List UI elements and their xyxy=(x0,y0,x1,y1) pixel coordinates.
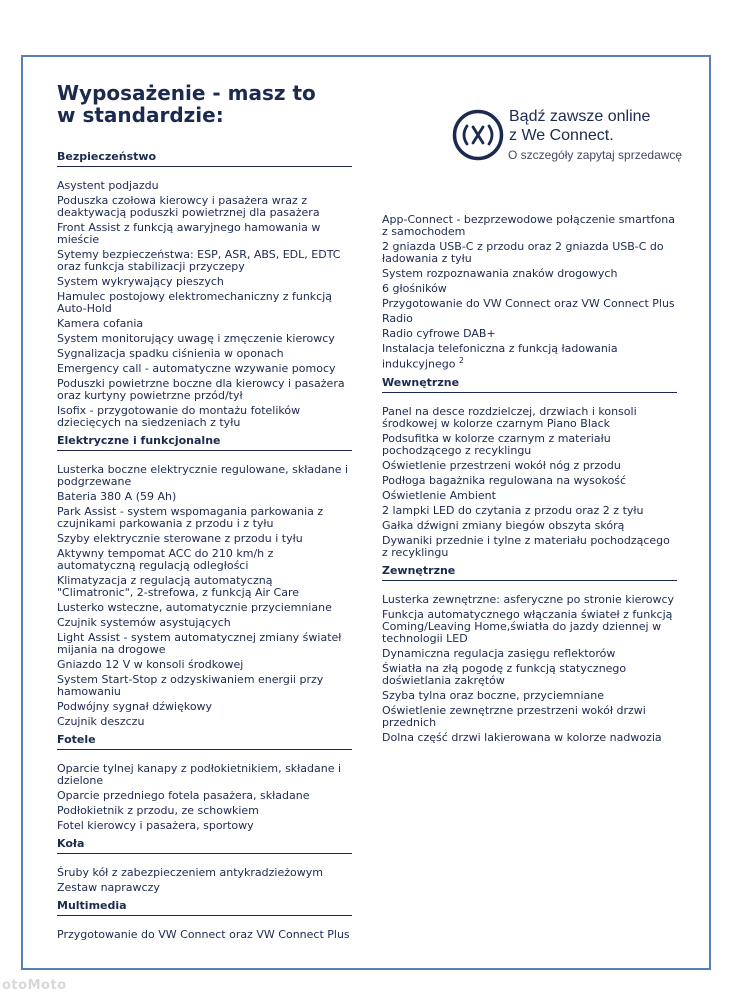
list-item: Dolna część drzwi lakierowana w kolorze nadwozia xyxy=(382,730,662,744)
page-title xyxy=(57,82,316,126)
list-item: Dywaniki przednie i tylne z materiału pochodzącego z recyklingu xyxy=(382,533,670,559)
list-item: Gałka dźwigni zmiany biegów obszyta skórą xyxy=(382,518,625,532)
list-item: Isofix - przygotowanie do montażu fotelików dziecięcych na siedzeniach z tyłu xyxy=(57,404,301,429)
list-item: Podsufitka w kolorze czarnym z materiału pochodzącego z recyklingu xyxy=(382,431,611,457)
section-list-multimedia xyxy=(57,929,352,941)
list-item: Światła na złą pogodę z funkcją statycznego doświetlania zakrętów xyxy=(382,661,627,687)
multimedia-continued-list xyxy=(382,214,677,371)
list-item: Lusterko wsteczne, automatycznie przyciemniane xyxy=(57,601,332,614)
page-title-line-2: w standardzie: xyxy=(57,103,224,127)
list-item: Klimatyzacja z regulacją automatyczną "Climatronic", 2-strefowa, z funkcją Air Care xyxy=(57,574,300,599)
list-item: Szyba tylna oraz boczne, przyciemniane xyxy=(382,688,604,702)
list-item: Asystent podjazdu xyxy=(57,179,159,192)
section-heading-kola: Koła xyxy=(57,837,352,854)
section-list-zewnetrzne xyxy=(382,594,677,744)
list-item: Sygnalizacja spadku ciśnienia w oponach xyxy=(57,347,284,360)
section-list-wewnetrzne xyxy=(382,406,677,559)
list-item: Funkcja automatycznego włączania świateł z funkcją Coming/Leaving Home,światła do jazdy dziennej w technologii LED xyxy=(382,607,673,645)
list-item: Radio xyxy=(382,312,413,325)
list-item: Panel na desce rozdzielczej, drzwiach i konsoli środkowej w kolorze czarnym Piano Black xyxy=(382,404,637,430)
watermark: otoMoto xyxy=(2,978,67,993)
section-list-kola xyxy=(57,867,352,894)
list-item: Podłokietnik z przodu, ze schowkiem xyxy=(57,804,259,817)
list-item-wireless-charging xyxy=(382,343,677,371)
section-heading-elektryczne-i-funkcjonalne: Elektryczne i funkcjonalne xyxy=(57,434,352,451)
list-item-text: Instalacja telefoniczna z funkcją ładowania indukcyjnego xyxy=(382,342,618,371)
list-item: 2 lampki LED do czytania z przodu oraz 2 z tyłu xyxy=(382,503,644,517)
list-item: Oświetlenie Ambient xyxy=(382,488,496,502)
list-item: Emergency call - automatyczne wzywanie pomocy xyxy=(57,362,336,375)
list-item: Lusterka zewnętrzne: asferyczne po stronie kierowcy xyxy=(382,592,674,606)
we-connect-icon xyxy=(452,109,504,161)
footnote-marker: 2 xyxy=(458,356,465,365)
promo-line-1: Bądź zawsze online xyxy=(509,108,651,125)
list-item: 6 głośników xyxy=(382,282,447,295)
list-item: Sytemy bezpieczeństwa: ESP, ASR, ABS, EDL, EDTC oraz funkcja stabilizacji przyczepy xyxy=(57,248,341,273)
left-column xyxy=(57,150,352,946)
list-item: Podłoga bagażnika regulowana na wysokość xyxy=(382,473,627,487)
promo-line-2: z We Connect. xyxy=(509,127,614,144)
list-item: Przygotowanie do VW Connect oraz VW Connect Plus xyxy=(57,928,350,941)
list-item: Light Assist - system automatycznej zmiany świateł mijania na drogowe xyxy=(57,631,342,656)
section-list-bezpieczenstwo xyxy=(57,180,352,429)
list-item: Oświetlenie przestrzeni wokół nóg z przodu xyxy=(382,458,621,472)
list-item: Lusterka boczne elektrycznie regulowane, składane i podgrzewane xyxy=(57,463,349,488)
list-item: Szyby elektrycznie sterowane z przodu i tyłu xyxy=(57,532,303,545)
list-item: Przygotowanie do VW Connect oraz VW Connect Plus xyxy=(382,297,675,310)
list-item: 2 gniazda USB-C z przodu oraz 2 gniazda USB-C do ładowania z tyłu xyxy=(382,240,664,265)
list-item: Hamulec postojowy elektromechaniczny z funkcją Auto-Hold xyxy=(57,290,332,315)
promo-line-3: O szczegóły zapytaj sprzedawcę xyxy=(508,148,683,162)
list-item: Poduszka czołowa kierowcy i pasażera wraz z deaktywacją poduszki powietrznej dla pasażera xyxy=(57,194,320,219)
we-connect-promo xyxy=(452,106,692,166)
list-item: System Start-Stop z odzyskiwaniem energii przy hamowaniu xyxy=(57,673,324,698)
section-list-fotele xyxy=(57,763,352,832)
list-item: System wykrywający pieszych xyxy=(57,275,224,288)
list-item: Fotel kierowcy i pasażera, sportowy xyxy=(57,819,254,832)
list-item: Park Assist - system wspomagania parkowania z czujnikami parkowania z przodu i z tyłu xyxy=(57,505,324,530)
list-item: Front Assist z funkcją awaryjnego hamowania w mieście xyxy=(57,221,321,246)
list-item: Bateria 380 A (59 Ah) xyxy=(57,490,177,503)
section-list-elektryczne-i-funkcjonalne xyxy=(57,464,352,728)
list-item: Czujnik deszczu xyxy=(57,715,145,728)
section-heading-zewnetrzne: Zewnętrzne xyxy=(382,564,677,581)
list-item: Radio cyfrowe DAB+ xyxy=(382,327,496,340)
list-item: System monitorujący uwagę i zmęczenie kierowcy xyxy=(57,332,335,345)
list-item: Kamera cofania xyxy=(57,317,144,330)
section-heading-bezpieczenstwo: Bezpieczeństwo xyxy=(57,150,352,167)
list-item: Śruby kół z zabezpieczeniem antykradzieżowym xyxy=(57,866,323,879)
section-heading-wewnetrzne: Wewnętrzne xyxy=(382,376,677,393)
section-heading-multimedia: Multimedia xyxy=(57,899,352,916)
list-item: Dynamiczna regulacja zasięgu reflektorów xyxy=(382,646,616,660)
list-item: Podwójny sygnał dźwiękowy xyxy=(57,700,213,713)
list-item: System rozpoznawania znaków drogowych xyxy=(382,267,618,280)
list-item: App-Connect - bezprzewodowe połączenie smartfona z samochodem xyxy=(382,213,675,238)
list-item: Poduszki powietrzne boczne dla kierowcy i pasażera oraz kurtyny powietrzne przód/tył xyxy=(57,377,345,402)
list-item: Gniazdo 12 V w konsoli środkowej xyxy=(57,658,244,671)
list-item: Oświetlenie zewnętrzne przestrzeni wokół drzwi przednich xyxy=(382,703,646,729)
section-heading-fotele: Fotele xyxy=(57,733,352,750)
list-item: Oparcie tylnej kanapy z podłokietnikiem, składane i dzielone xyxy=(57,762,342,787)
right-column xyxy=(382,214,677,749)
page-title-line-1: Wyposażenie - masz to xyxy=(57,81,316,105)
list-item: Zestaw naprawczy xyxy=(57,881,160,894)
list-item: Oparcie przedniego fotela pasażera, składane xyxy=(57,789,310,802)
list-item: Aktywny tempomat ACC do 210 km/h z automatyczną regulacją odległości xyxy=(57,547,274,572)
list-item: Czujnik systemów asystujących xyxy=(57,616,231,629)
